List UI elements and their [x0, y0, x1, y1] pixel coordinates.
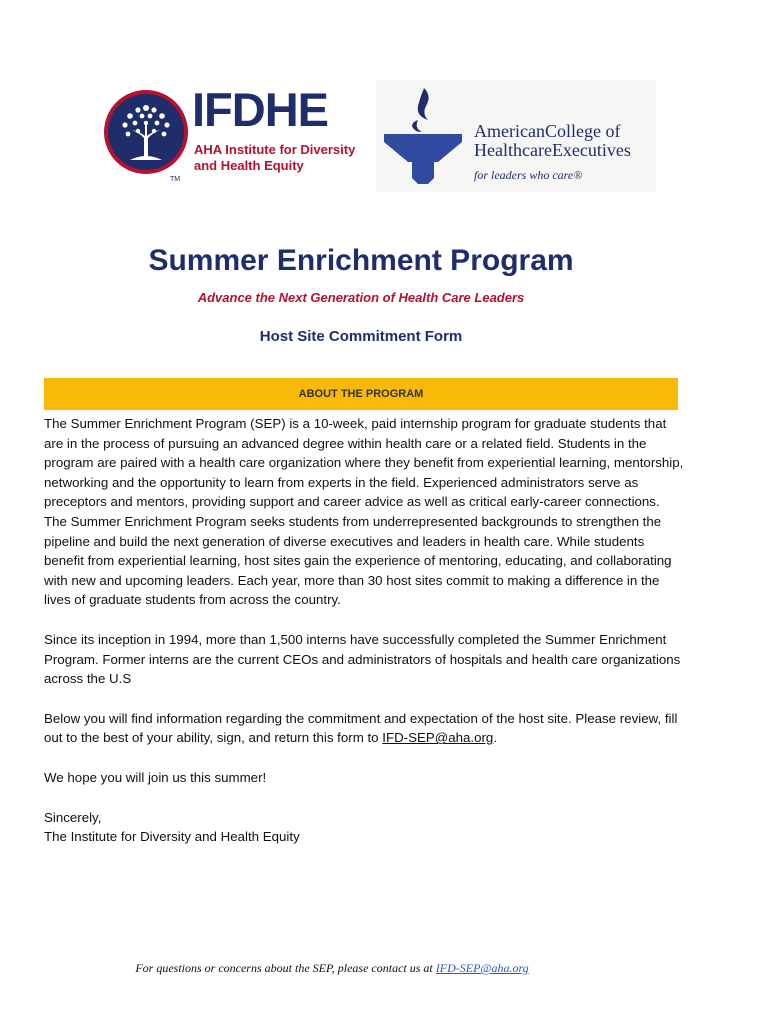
about-section-header: ABOUT THE PROGRAM [44, 378, 678, 410]
signature: The Institute for Diversity and Health Equity [44, 829, 300, 845]
ifdhe-logo [104, 83, 356, 190]
ache-tagline: for leaders who care® [474, 168, 583, 182]
instructions-end: . [493, 730, 498, 746]
ache-wordmark [474, 122, 631, 160]
ifdhe-wordmark: IFDHE [192, 83, 328, 136]
logo-row [104, 80, 664, 195]
instructions-text: Below you will find information regarding the commitment and expectation of the host site. Please review, fill out to the best of your ability, sign, and return this form to [44, 710, 678, 746]
email-link[interactable]: IFD-SEP@aha.org [382, 730, 494, 746]
ache-line1: AmericanCollege of [474, 121, 621, 141]
tree-seal-icon [104, 90, 188, 174]
ache-logo [376, 80, 656, 192]
flame-pedestal-icon [378, 84, 468, 188]
instructions-paragraph [44, 709, 684, 748]
page-subtitle: Advance the Next Generation of Health Care Leaders [197, 290, 525, 305]
ache-line2: HealthcareExecutives [474, 140, 631, 160]
ifdhe-sub-line2: and Health Equity [194, 158, 304, 173]
footer [0, 961, 664, 976]
ifdhe-sub-line1: AHA Institute for Diversity [194, 142, 356, 157]
form-title: Host Site Commitment Form [259, 328, 463, 345]
sign-off: Sincerely, [44, 809, 102, 825]
trademark-mark: TM [170, 176, 181, 183]
history-paragraph: Since its inception in 1994, more than 1,500 interns have successfully completed the Summer Enrichment Program. Former interns are the current CEOs and administrators of hospitals and health care organizations across the U.S [44, 631, 681, 687]
body-text [44, 414, 684, 847]
intro-paragraph: The Summer Enrichment Program (SEP) is a 10-week, paid internship program for graduate students that are in the process of pursuing an advanced degree within health care or a related field. Students in the program are paired with a health care organization where they benefit from experiential learning, mentorship, networking and the opportunity to learn from experts in the field. Experienced administrators serve as preceptors and mentors, providing support and career advice as well as critical early-career connections. The Summer Enrichment Program seeks students from underrepresented backgrounds to strengthen the pipeline and build the next generation of diverse executives and leaders in health care. While students benefit from experiential learning, host sites gain the experience of mentoring, educating, and collaborating with new and upcoming leaders. Each year, more than 30 host sites commit to making a difference in the lives of graduate students from across the country. [44, 416, 684, 608]
footer-email-link[interactable]: IFD-SEP@aha.org [435, 961, 529, 975]
ifdhe-subtitle [194, 142, 364, 174]
footer-text: For questions or concerns about the SEP, please contact us at [135, 961, 436, 975]
page-title: Summer Enrichment Program [148, 244, 574, 277]
invitation-paragraph: We hope you will join us this summer! [44, 769, 267, 785]
